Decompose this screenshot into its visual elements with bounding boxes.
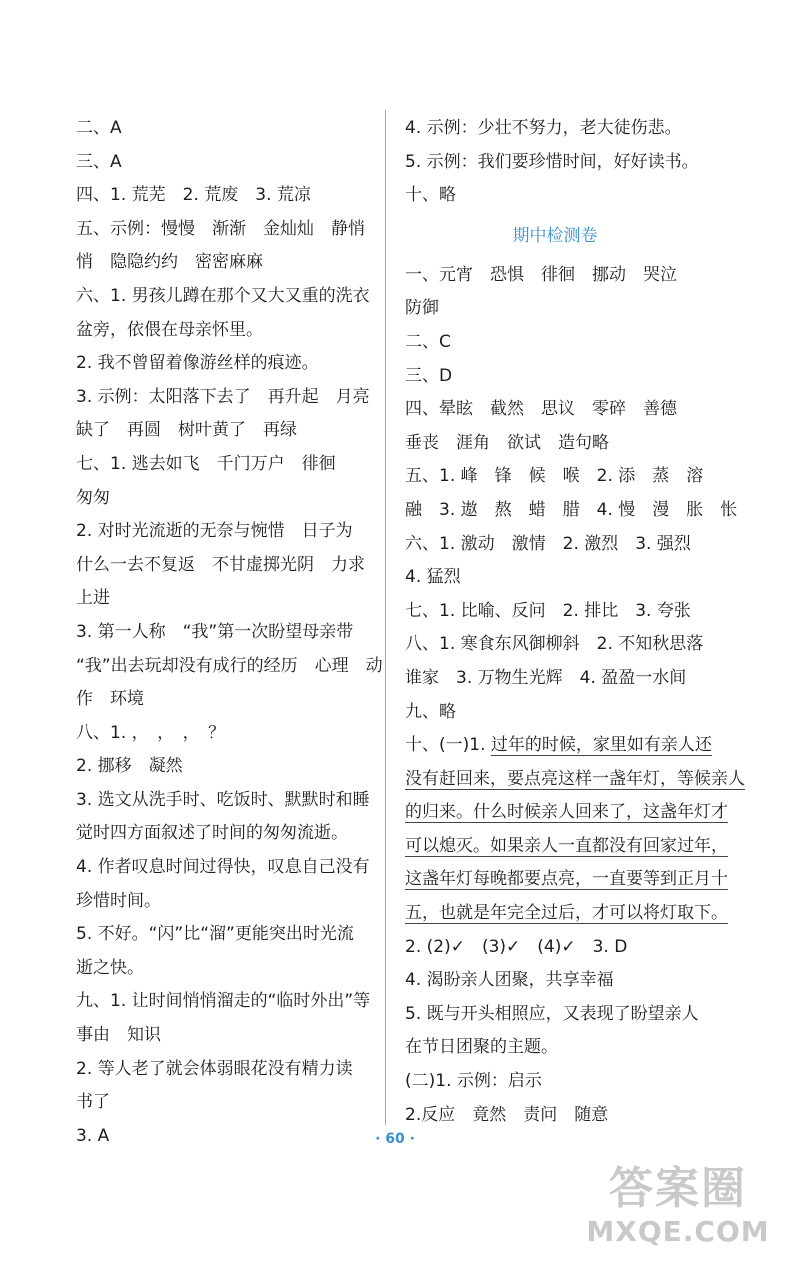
answer-line: 六、1. 男孩儿蹲在那个又大又重的洗衣	[76, 285, 370, 306]
answer-line: 三、D	[405, 365, 453, 386]
answer-lead: 十、(一)1.	[405, 735, 491, 756]
underlined-text: 的归来。什么时候亲人回来了，这盏年灯才	[405, 802, 728, 823]
answer-line: 在节日团聚的主题。	[405, 1037, 558, 1058]
answer-line: 五、1. 峰 锋 候 喉 2. 添 蒸 溶	[405, 466, 704, 487]
answer-line: 4. 猛烈	[405, 567, 461, 588]
answer-line: 3. 示例：太阳落下去了 再升起 月亮	[76, 386, 370, 407]
answer-line: 2. (2)✓ (3)✓ (4)✓ 3. D	[405, 936, 628, 957]
answer-line: 什么一去不复返 不甘虚掷光阴 力求	[76, 554, 365, 575]
answer-line: 事由 知识	[76, 1025, 161, 1046]
section-heading: 期中检测卷	[512, 225, 598, 246]
left-column	[76, 112, 383, 1153]
page-number: · 60 ·	[375, 1131, 415, 1147]
watermark-logo-text: 答案圈	[609, 1163, 747, 1214]
watermark-logo	[578, 1163, 778, 1255]
answer-line: 5. 示例：我们要珍惜时间，好好读书。	[405, 151, 699, 172]
underlined-text: 这盏年灯每晚都要点亮，一直要等到正月十	[405, 869, 728, 890]
answer-line: 防御	[405, 298, 439, 319]
answer-line: 四、1. 荒芜 2. 荒废 3. 荒凉	[76, 185, 311, 206]
answer-line: 2. 对时光流逝的无奈与惋惜 日子为	[76, 521, 353, 542]
answer-line: 八、1. ， ， ， ？	[76, 722, 226, 743]
answer-line: 4. 示例：少壮不努力，老大徒伤悲。	[405, 118, 682, 138]
underlined-answer-line	[405, 729, 725, 763]
answer-line: 九、1. 让时间悄悄溜走的“临时外出”等	[76, 991, 371, 1012]
answer-line: 2.反应 竟然 责问 随意	[405, 1104, 609, 1125]
answer-line: 缺了 再圆 树叶黄了 再绿	[76, 420, 297, 441]
column-divider	[385, 110, 386, 1125]
answer-line: 2. 我不曾留着像游丝样的痕迹。	[76, 353, 319, 374]
answer-line: 5. 既与开头相照应，又表现了盼望亲人	[405, 1003, 699, 1024]
answer-line: 上进	[76, 588, 110, 609]
right-column	[405, 112, 745, 1132]
answer-line: 4. 作者叹息时间过得快，叹息自己没有	[76, 857, 370, 878]
answer-line: 3. A	[76, 1125, 110, 1146]
underlined-text: 没有赶回来，要点亮这样一盏年灯，等候亲人	[405, 768, 745, 789]
answer-line: 4. 渴盼亲人团聚，共享幸福	[405, 970, 614, 991]
answer-line: 2. 挪移 凝然	[76, 756, 183, 777]
answer-line: 三、A	[76, 151, 122, 172]
answer-line: 谁家 3. 万物生光辉 4. 盈盈一水间	[405, 667, 687, 688]
underlined-answer-line	[405, 763, 745, 797]
answer-line: 六、1. 激动 激情 2. 激烈 3. 强烈	[405, 533, 691, 554]
answer-line: 七、1. 比喻、反问 2. 排比 3. 夸张	[405, 600, 691, 621]
answer-line: (二)1. 示例：启示	[405, 1071, 542, 1092]
underlined-answer-line	[405, 830, 728, 864]
answer-line: 3. 第一人称 “我”第一次盼望母亲带	[76, 621, 354, 642]
answer-line: 二、A	[76, 118, 122, 138]
answer-line: 匆匆	[76, 487, 110, 508]
underlined-answer-line	[405, 796, 728, 830]
answer-line: 垂丧 涯角 欲试 造句略	[405, 432, 609, 453]
answer-line: 觉时四方面叙述了时间的匆匆流逝。	[76, 823, 348, 844]
answer-line: 悄 隐隐约约 密密麻麻	[76, 252, 263, 273]
answer-line: 七、1. 逃去如飞 千门万户 徘徊	[76, 453, 336, 474]
answer-line: 五、示例：慢慢 渐渐 金灿灿 静悄	[76, 218, 365, 239]
watermark-site-text: MXQE.COM	[586, 1215, 770, 1248]
answer-line: 四、晕眩 截然 思议 零碎 善德	[405, 399, 677, 420]
answer-line: “我”出去玩却没有成行的经历 心理 动	[76, 655, 383, 676]
answer-line: 珍惜时间。	[76, 890, 161, 911]
answer-line: 逝之快。	[76, 957, 144, 978]
answer-line: 2. 等人老了就会体弱眼花没有精力读	[76, 1058, 353, 1079]
answer-line: 5. 不好。“闪”比“溜”更能突出时光流	[76, 924, 354, 945]
underlined-answer-line	[405, 897, 728, 931]
answer-line: 盆旁，依偎在母亲怀里。	[76, 319, 263, 340]
underlined-text: 过年的时候，家里如有亲人还	[490, 735, 712, 756]
answer-line: 一、元宵 恐惧 徘徊 挪动 哭泣	[405, 264, 677, 285]
underlined-text: 五，也就是年完全过后，才可以将灯取下。	[405, 903, 728, 924]
answer-line: 二、C	[405, 331, 451, 352]
answer-line: 3. 选文从洗手时、吃饭时、默默时和睡	[76, 789, 370, 810]
answer-line: 十、略	[405, 185, 456, 206]
answer-line: 融 3. 遨 熬 蜡 腊 4. 慢 漫 胀 怅	[405, 499, 738, 520]
answer-line: 书了	[76, 1092, 110, 1113]
answer-line: 九、略	[405, 701, 456, 722]
underlined-text: 可以熄灭。如果亲人一直都没有回家过年，	[405, 835, 728, 856]
underlined-answer-line	[405, 863, 728, 897]
answer-line: 八、1. 寒食东风御柳斜 2. 不知秋思落	[405, 634, 704, 655]
answer-line: 作 环境	[76, 689, 144, 710]
